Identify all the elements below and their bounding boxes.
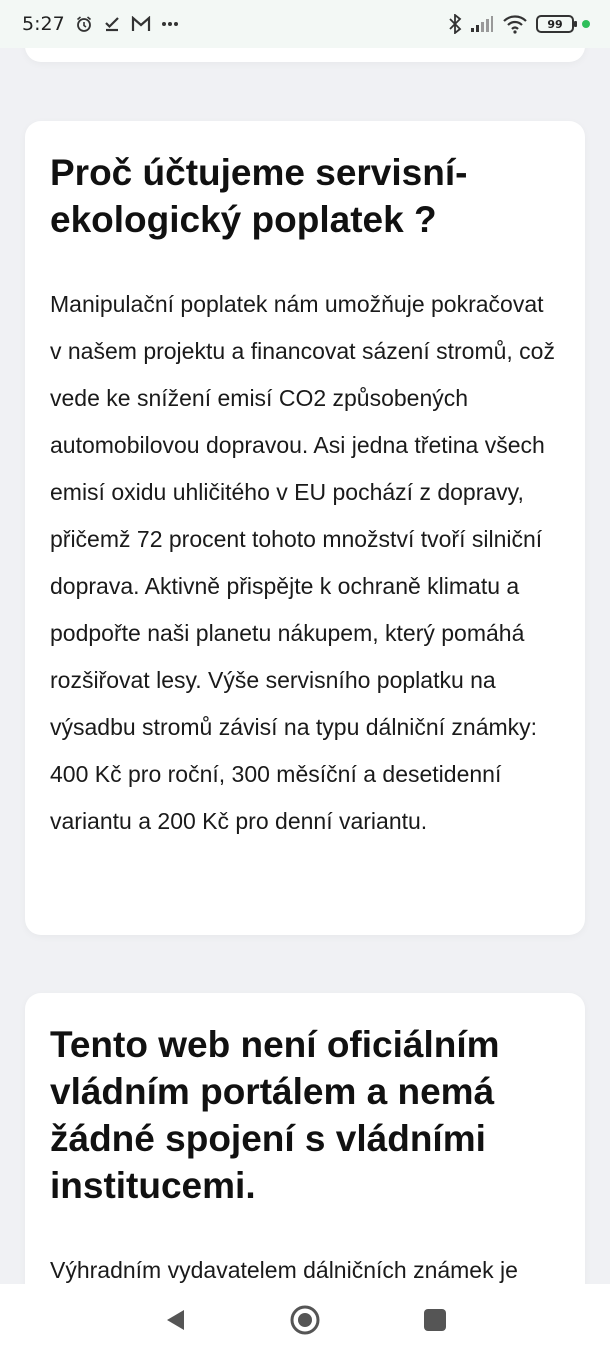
status-left (22, 13, 179, 35)
disclaimer-card-title: Tento web není oficiálním vládním portálem a nemá žádné spojení s vládními institucemi. (50, 1024, 500, 1206)
previous-card (25, 48, 585, 62)
alarm-icon (75, 15, 93, 33)
signal-icon (470, 15, 494, 33)
clock: 5:27 (22, 13, 65, 35)
check-icon (103, 15, 121, 33)
disclaimer-card (25, 993, 585, 1284)
fee-card-body: Manipulační poplatek nám umožňuje pokračovat v našem projektu a financovat sázení stromů, což vede ke snížení emisí CO2 způsobených automobilovou dopravou. Asi jedna třetina všech emisí oxidu uhličitého v EU pochází z dopravy, přičemž 72 procent tohoto množství tvoří silniční doprava. Aktivně přispějte k ochraně klimatu a podpořte naši planetu nákupem, který pomáhá rozšiřovat lesy. Výše servisního poplatku na výsadbu stromů závisí na typu dálniční známky: 400 Kč pro roční, 300 měsíční a desetidenní variantu a 200 Kč pro denní variantu. (50, 291, 555, 834)
page-content[interactable] (0, 48, 610, 1284)
status-bar (0, 0, 610, 48)
fee-info-card (25, 121, 585, 935)
recents-icon[interactable] (415, 1300, 455, 1340)
disclaimer-card-body: Výhradním vydavatelem dálničních známek je (50, 1257, 518, 1283)
bluetooth-icon (448, 14, 462, 34)
navigation-bar (0, 1284, 610, 1356)
home-icon[interactable] (285, 1300, 325, 1340)
back-icon[interactable] (155, 1300, 195, 1340)
battery-icon: 99 (536, 15, 574, 33)
wifi-icon (502, 14, 528, 34)
privacy-indicator-dot (582, 20, 590, 28)
more-icon (161, 21, 179, 27)
gmail-icon (131, 16, 151, 32)
fee-card-title: Proč účtujeme servisní-ekologický poplatek ? (50, 152, 468, 240)
status-right (448, 14, 590, 34)
